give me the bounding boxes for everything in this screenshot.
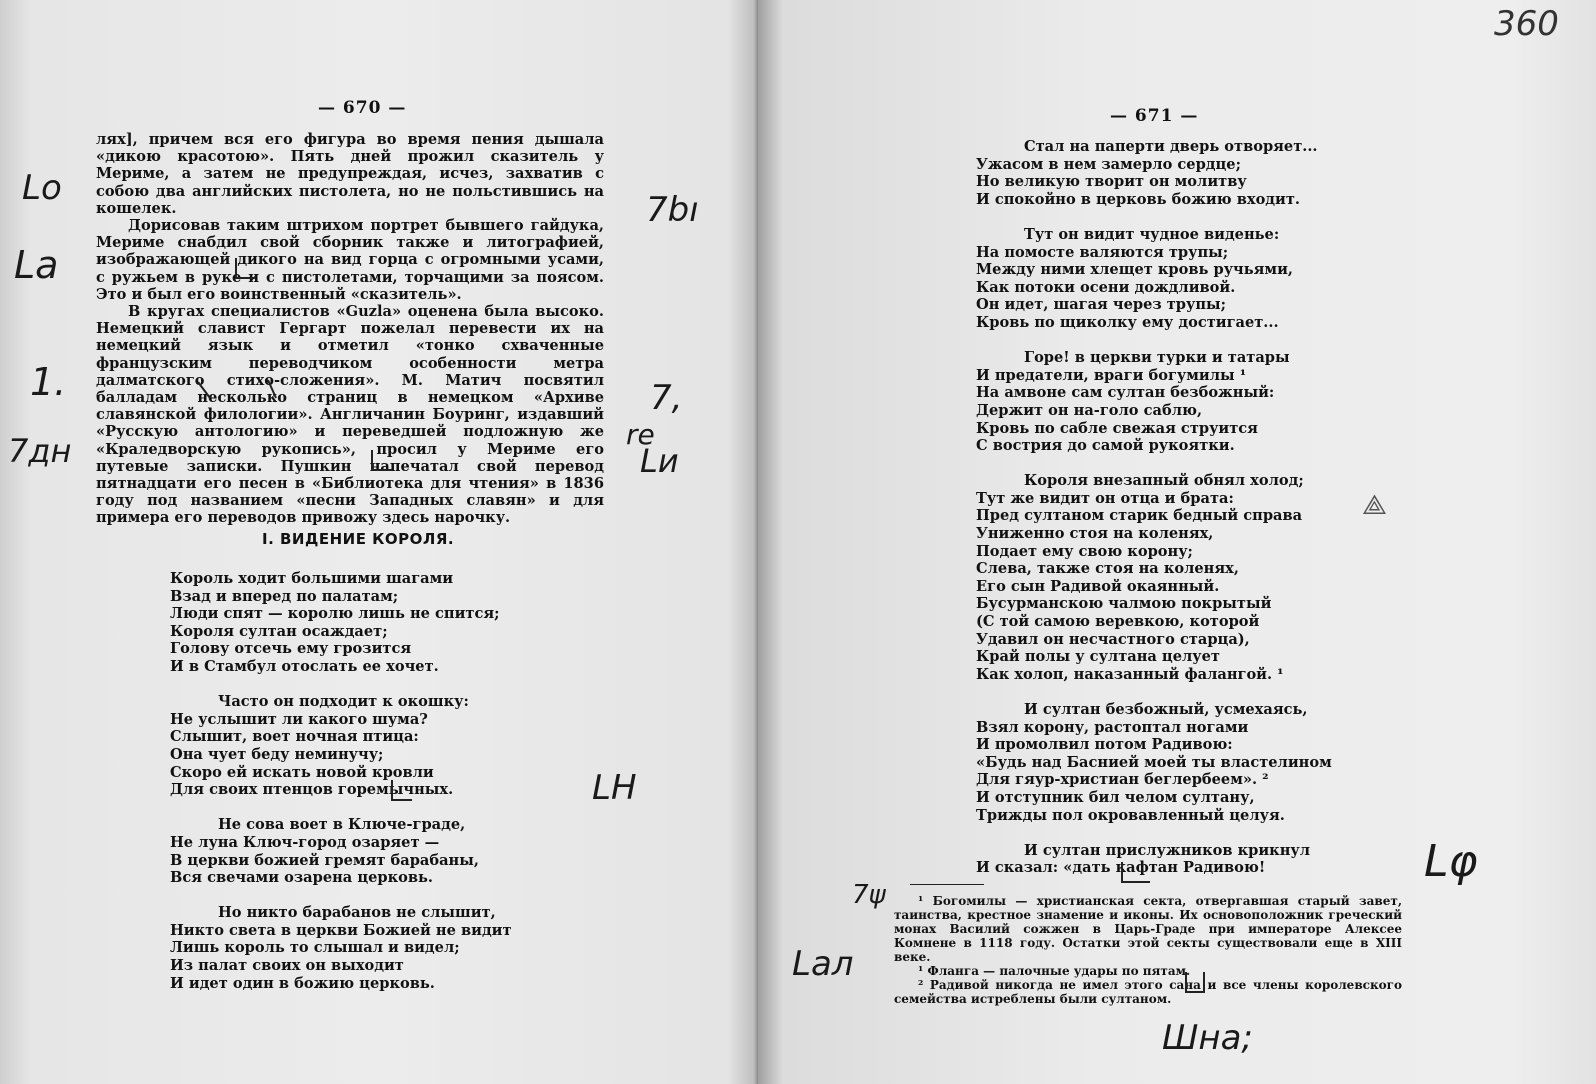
handwritten-note: 7bı bbox=[646, 190, 699, 230]
verse-line: Взял корону, растоптал ногами bbox=[976, 718, 1249, 736]
handwritten-note: Шна; bbox=[1162, 1018, 1253, 1058]
handwritten-note: re bbox=[626, 418, 655, 451]
handwritten-note: Lи bbox=[640, 442, 679, 480]
verse-line: Между ними хлещет кровь ручьями, bbox=[976, 261, 1293, 279]
verse-line: На амвоне сам султан безбожный: bbox=[976, 384, 1275, 402]
handwritten-note: LH bbox=[592, 768, 637, 808]
handwritten-note: La bbox=[14, 243, 59, 287]
stamp-mark: ⟁ bbox=[1362, 488, 1387, 521]
pencil-mark bbox=[1122, 862, 1150, 882]
verse-line: Она чует беду неминучу; bbox=[170, 745, 384, 763]
pencil-mark bbox=[392, 780, 412, 800]
verse-line: Вся свечами озарена церковь. bbox=[170, 869, 433, 887]
poem-title: I. ВИДЕНИЕ КОРОЛЯ. bbox=[262, 530, 455, 548]
verse-line: Голову отсечь ему грозится bbox=[170, 640, 412, 658]
verse-line: Люди спят — королю лишь не спится; bbox=[170, 605, 500, 623]
verse-line: Тут он видит чудное виденье: bbox=[1024, 225, 1280, 243]
verse-line: Взад и вперед по палатам; bbox=[170, 587, 399, 605]
verse-line: В церкви божией гремят барабаны, bbox=[170, 851, 479, 869]
handwritten-note: 7, bbox=[650, 378, 683, 418]
folio-number: 360 bbox=[1494, 4, 1559, 44]
verse-line: И предатели, враги богумилы ¹ bbox=[976, 366, 1247, 384]
verse-line: Как потоки осени дождливой. bbox=[976, 278, 1236, 296]
pencil-mark bbox=[372, 450, 392, 470]
handwritten-note: Lал bbox=[792, 944, 854, 984]
verse-line: «Будь над Баснией моей ты властелином bbox=[976, 753, 1332, 771]
verse-line: И сказал: «дать кафтан Радивою! bbox=[976, 859, 1266, 877]
left-page bbox=[0, 0, 758, 1084]
verse-line: Как холоп, наказанный фалангой. ¹ bbox=[976, 665, 1284, 683]
right-page bbox=[758, 0, 1596, 1084]
footnote: ¹ Фланга — палочные удары по пятам. bbox=[918, 964, 1191, 978]
verse-line: Подает ему свою корону; bbox=[976, 542, 1193, 560]
verse-line: Он идет, шагая через трупы; bbox=[976, 296, 1227, 314]
verse-line: Слева, также стоя на коленях, bbox=[976, 560, 1239, 578]
verse-line: Униженно стоя на коленях, bbox=[976, 525, 1214, 543]
verse-line: Не услышит ли какого шума? bbox=[170, 710, 428, 728]
verse-line: Но никто барабанов не слышит, bbox=[218, 904, 496, 922]
verse-line: Горе! в церкви турки и татары bbox=[1024, 349, 1290, 367]
verse-line: И султан безбожный, усмехаясь, bbox=[1024, 701, 1308, 718]
verse-line: Но великую творит он молитву bbox=[976, 173, 1247, 191]
verse-line: Держит он на-голо саблю, bbox=[976, 401, 1203, 419]
verse-line: Ужасом в нем замерло сердце; bbox=[976, 155, 1241, 173]
paragraph: В кругах специалистов «Guzla» оценена была высоко. Немецкий славист Гергарт пожелал перевести их на немецкий язык и отметил «тонко схваченные французским переводчиком особенности метра далматского стихо-сложения». М. Матич посвятил балладам несколько страниц в немецком «Архиве славянской филологии». Англичанин Боуринг, издавший «Русскую антологию» и переведшей подложную же «Краледворскую рукопись», просил у Мериме его путевые записки. Пушкин напечатал свой перевод пятнадцати его песен в «Библиотека для чтения» в 1836 году под названием «песни Западных славян» и для примера его переводов привожу здесь нарочку. bbox=[96, 303, 604, 527]
pencil-mark bbox=[268, 380, 276, 398]
handwritten-note: 7дн bbox=[8, 432, 72, 470]
verse-line: С вострия до самой рукоятки. bbox=[976, 437, 1235, 455]
verse-line: Для гяур-христиан беглербеем». ² bbox=[976, 771, 1269, 789]
verse-line: Часто он подходит к окошку: bbox=[218, 693, 469, 711]
verse-line: И султан прислужников крикнул bbox=[1024, 841, 1311, 859]
verse-line: Никто света в церкви Божией не видит bbox=[170, 921, 512, 939]
footnote: ¹ Богомилы — христианская секта, отвергавшая старый завет, таинства, крестное знамение и иконы. Их основоположник греческий монах Василий сожжен в Царь-Граде при императоре Алексее Комнене в 1118 году. Остатки этой секты существовали еще в XIII веке. bbox=[894, 894, 1402, 964]
verse-line: И отступник бил челом султану, bbox=[976, 788, 1255, 806]
verse-line: Кровь по сабле свежая струится bbox=[976, 419, 1258, 437]
handwritten-note: 1. bbox=[30, 360, 67, 404]
verse-line: Удавил он несчастного старца), bbox=[976, 630, 1250, 648]
handwritten-note: 7ψ bbox=[852, 880, 886, 910]
verse-line: На помосте валяются трупы; bbox=[976, 243, 1229, 261]
verse-line: Слышит, воет ночная птица: bbox=[170, 728, 419, 746]
pencil-marks bbox=[0, 0, 758, 1084]
pencil-marks bbox=[758, 0, 1596, 1084]
verse-line: Короля внезапный обнял холод; bbox=[1024, 472, 1304, 490]
verse-line: И идет один в божию церковь. bbox=[170, 974, 435, 992]
verse-line: Короля султан осаждает; bbox=[170, 622, 388, 640]
footnote: ² Радивой никогда не имел этого сана и все члены королевского семейства истреблены были султаном. bbox=[894, 978, 1402, 1006]
verse-line: Из палат своих он выходит bbox=[170, 957, 404, 975]
verse-line: Стал на паперти дверь отворяет... bbox=[1024, 138, 1318, 155]
paragraph: Дорисовав таким штрихом портрет бывшего гайдука, Мериме снабдил свой сборник также и литографией, изображающей дикого на вид горца с огромными усами, с ружьем в руке и с пистолетами, торчащими за поясом. Это и был его воинственный «сказитель». bbox=[96, 217, 604, 303]
pencil-mark bbox=[1186, 972, 1204, 992]
verse-line: Тут же видит он отца и брата: bbox=[976, 489, 1234, 507]
verse-line: И в Стамбул отослать ее хочет. bbox=[170, 657, 439, 675]
page-number: — 670 — bbox=[318, 98, 407, 118]
page-number: — 671 — bbox=[1110, 106, 1199, 126]
verse-line: Бусурманскою чалмою покрытый bbox=[976, 595, 1272, 613]
verse-line: Король ходит большими шагами bbox=[170, 570, 454, 587]
verse-line: (С той самою веревкою, которой bbox=[976, 613, 1260, 631]
paragraph: лях], причем вся его фигура во время пения дышала «дикою красотою». Пять дней прожил сказитель у Мериме, а затем не предупреждая, исчез, захватив с собою два английских пистолета, но не польстившись на кошелек. bbox=[96, 131, 604, 217]
handwritten-note: Lφ bbox=[1424, 836, 1478, 887]
verse-line: И промолвил потом Радивою: bbox=[976, 736, 1233, 754]
verse-line: Его сын Радивой окаянный. bbox=[976, 577, 1220, 595]
verse-line: Пред султаном старик бедный справа bbox=[976, 507, 1303, 525]
verse-line: И спокойно в церковь божию входит. bbox=[976, 190, 1300, 208]
verse-line: Не сова воет в Ключе-граде, bbox=[218, 816, 466, 834]
verse-line: Кровь по щиколку ему достигает... bbox=[976, 313, 1279, 331]
verse-line: Не луна Ключ-город озаряет — bbox=[170, 833, 440, 851]
verse-line: Скоро ей искать новой кровли bbox=[170, 763, 434, 781]
verse-line: Край полы у султана целует bbox=[976, 648, 1220, 666]
verse-line: Трижды пол окровавленный целуя. bbox=[976, 806, 1285, 824]
verse-line: Для своих птенцов горемычных. bbox=[170, 781, 454, 799]
pencil-mark bbox=[236, 258, 256, 278]
handwritten-note: Lo bbox=[22, 168, 62, 208]
pencil-mark bbox=[198, 382, 210, 398]
verse-line: Лишь король то слышал и видел; bbox=[170, 939, 460, 957]
